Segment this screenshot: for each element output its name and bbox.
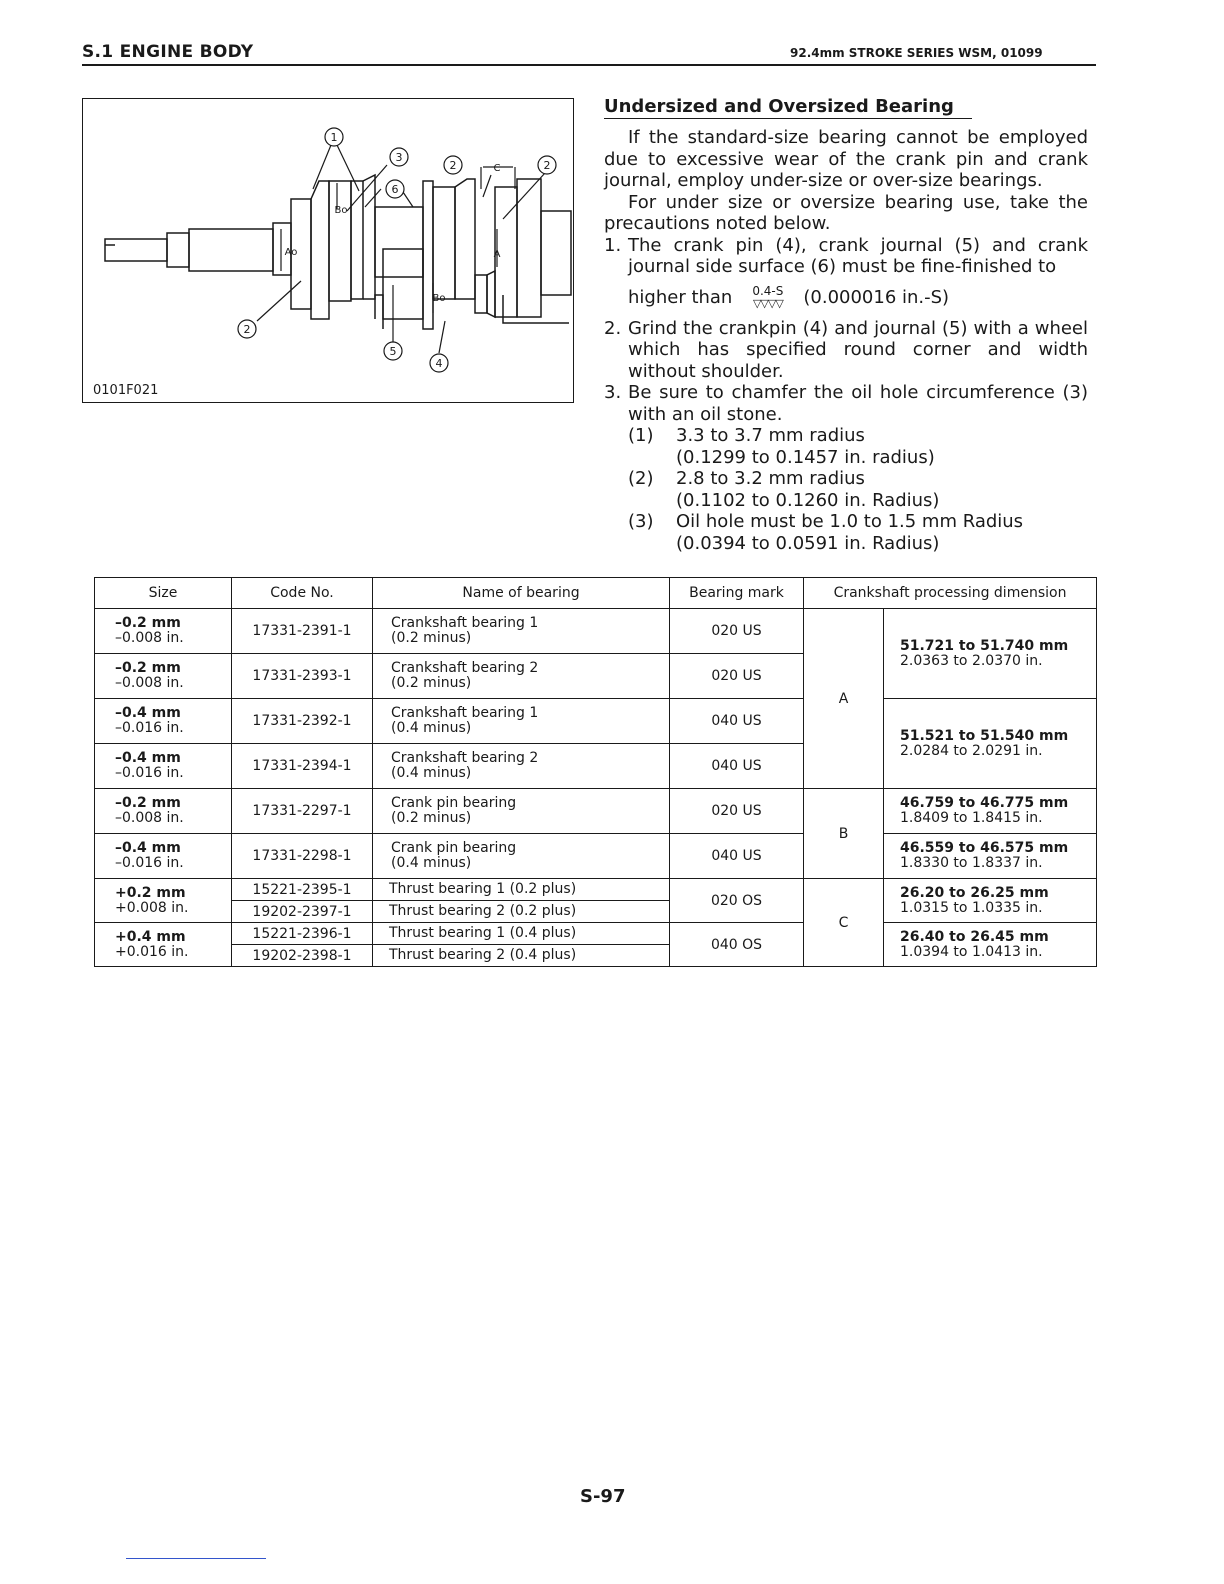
table-header-row: [95, 578, 1097, 609]
sub-item-3: [604, 511, 1088, 554]
list-text-1: The crank pin (4), crank journal (5) and crank journal side surface (6) must be fine-finished to: [628, 234, 1088, 277]
finish-value: 0.4-S: [752, 284, 784, 298]
code-cell: 17331-2298-1: [232, 834, 373, 879]
name-line: Crankshaft bearing 2: [391, 750, 539, 766]
mark-cell: 020 US: [670, 654, 804, 699]
callout-2-left-num: 2: [243, 323, 251, 336]
name-cell: [373, 834, 670, 879]
callout-2-upper-num: 2: [449, 159, 457, 172]
size-mm: –0.4 mm: [115, 750, 181, 766]
table-row: [95, 699, 1097, 744]
dim-mm: 26.40 to 26.45 mm: [900, 928, 1049, 945]
name-cell: Thrust bearing 2 (0.4 plus): [373, 945, 670, 967]
mark-cell: 020 OS: [670, 879, 804, 923]
size-cell: [95, 699, 232, 744]
size-in: +0.008 in.: [115, 899, 189, 916]
name-cell: [373, 744, 670, 789]
group-cell-b: B: [804, 789, 884, 879]
header-rule: [82, 64, 1096, 66]
callout-6-num: 6: [391, 183, 399, 196]
size-cell: [95, 744, 232, 789]
sub-line-1b: (0.1299 to 0.1457 in. radius): [676, 446, 935, 468]
dim-a: A: [493, 249, 501, 260]
group-cell-c: C: [804, 879, 884, 967]
size-mm: +0.2 mm: [115, 884, 186, 901]
dim-in: 1.8409 to 1.8415 in.: [900, 810, 1043, 826]
dim-mm: 46.759 to 46.775 mm: [900, 795, 1069, 811]
precaution-paragraph: For under size or oversize bearing use, take the precautions noted below.: [604, 191, 1088, 234]
dim-in: 1.0394 to 1.0413 in.: [900, 943, 1043, 960]
sub-line-3b: (0.0394 to 0.0591 in. Radius): [676, 532, 940, 554]
size-in: –0.008 in.: [115, 630, 184, 646]
dim-in: 1.0315 to 1.0335 in.: [900, 899, 1043, 916]
dim-cell: [884, 609, 1097, 699]
list-text-3: Be sure to chamfer the oil hole circumference (3) with an oil stone.: [628, 382, 1088, 425]
name-sub: (0.2 minus): [391, 675, 472, 691]
sub-line-2b: (0.1102 to 0.1260 in. Radius): [676, 489, 940, 511]
list-text-2: Grind the crankpin (4) and journal (5) with a wheel which has specified round corner and width without shoulder.: [628, 317, 1088, 382]
dim-cell: [884, 699, 1097, 789]
dim-bo-upper: Bo: [334, 205, 348, 216]
size-in: –0.016 in.: [115, 765, 184, 781]
callout-5-num: 5: [389, 345, 397, 358]
size-mm: –0.2 mm: [115, 615, 181, 631]
list-item-2: [604, 318, 1088, 383]
finish-triangles-icon: ▽▽▽▽: [752, 297, 783, 310]
header-name: Name of bearing: [373, 578, 670, 609]
name-cell: [373, 654, 670, 699]
list-num-1: 1.: [604, 234, 622, 256]
code-cell: 17331-2391-1: [232, 609, 373, 654]
code-cell: 19202-2397-1: [232, 901, 373, 923]
crankshaft-drawing: [83, 99, 575, 404]
dim-cell: [884, 923, 1097, 967]
dim-bo-lower: Bo: [432, 293, 446, 304]
dim-c: C: [493, 163, 501, 174]
header-series: 92.4mm STROKE SERIES WSM, 01099: [790, 46, 1043, 60]
size-mm: –0.4 mm: [115, 840, 181, 856]
table-row: [95, 923, 1097, 945]
callout-4-num: 4: [435, 357, 443, 370]
code-cell: 17331-2393-1: [232, 654, 373, 699]
group-cell-a: A: [804, 609, 884, 789]
dim-ao: Ao: [284, 247, 298, 258]
name-line: Crankshaft bearing 1: [391, 615, 539, 631]
finish-spec: [628, 278, 1088, 318]
name-sub: (0.2 minus): [391, 630, 472, 646]
sub-line-3a: Oil hole must be 1.0 to 1.5 mm Radius: [676, 511, 1024, 532]
list-num-3: 3.: [604, 382, 622, 403]
header-section: S.1 ENGINE BODY: [82, 42, 254, 62]
size-mm: +0.4 mm: [115, 928, 186, 945]
name-cell: [373, 609, 670, 654]
name-sub: (0.4 minus): [391, 765, 472, 781]
code-cell: 19202-2398-1: [232, 945, 373, 967]
dim-cell: [884, 879, 1097, 923]
size-in: –0.008 in.: [115, 675, 184, 691]
name-sub: (0.4 minus): [391, 720, 472, 736]
callout-1-num: 1: [330, 131, 338, 144]
dim-in: 2.0363 to 2.0370 in.: [900, 652, 1043, 669]
name-line: Crankshaft bearing 1: [391, 705, 539, 721]
code-cell: 17331-2392-1: [232, 699, 373, 744]
mark-cell: 020 US: [670, 609, 804, 654]
dim-cell: [884, 834, 1097, 879]
list-item-1: [604, 235, 1088, 318]
sub-line-2a: 2.8 to 3.2 mm radius: [676, 468, 865, 489]
callout-3-num: 3: [395, 151, 403, 164]
name-line: Crankshaft bearing 2: [391, 660, 539, 676]
mark-cell: 040 US: [670, 699, 804, 744]
higher-than: higher than: [628, 286, 733, 308]
code-cell: 15221-2396-1: [232, 923, 373, 945]
footer-rule: [126, 1558, 266, 1559]
size-cell: [95, 879, 232, 923]
header-mark: Bearing mark: [670, 578, 804, 609]
header-size: Size: [95, 578, 232, 609]
mark-cell: 040 US: [670, 834, 804, 879]
code-cell: 15221-2395-1: [232, 879, 373, 901]
dim-mm: 26.20 to 26.25 mm: [900, 884, 1049, 901]
table-row: [95, 879, 1097, 901]
dim-cell: [884, 789, 1097, 834]
sub-item-2: [604, 468, 1088, 511]
sub-num-2: (2): [628, 468, 654, 489]
list-item-3: [604, 382, 1088, 425]
size-mm: –0.4 mm: [115, 705, 181, 721]
name-cell: [373, 699, 670, 744]
size-cell: [95, 789, 232, 834]
text-column: [604, 96, 1088, 554]
name-cell: [373, 789, 670, 834]
dim-mm: 46.559 to 46.575 mm: [900, 840, 1069, 856]
section-title: Undersized and Oversized Bearing: [604, 96, 972, 119]
name-cell: Thrust bearing 1 (0.4 plus): [373, 923, 670, 945]
dim-in: 1.8330 to 1.8337 in.: [900, 855, 1043, 871]
size-in: –0.016 in.: [115, 855, 184, 871]
surface-finish-symbol: [752, 285, 783, 310]
intro-paragraph: If the standard-size bearing cannot be employed due to excessive wear of the crank pin and crank journal, employ under-size or over-size bearings.: [604, 127, 1088, 191]
sub-num-3: (3): [628, 511, 654, 532]
table-row: [95, 834, 1097, 879]
name-sub: (0.4 minus): [391, 855, 472, 871]
mark-cell: 020 US: [670, 789, 804, 834]
table-row: [95, 789, 1097, 834]
size-mm: –0.2 mm: [115, 795, 181, 811]
size-mm: –0.2 mm: [115, 660, 181, 676]
sub-item-1: [604, 425, 1088, 468]
page-number: S-97: [580, 1486, 626, 1507]
name-cell: Thrust bearing 2 (0.2 plus): [373, 901, 670, 923]
size-cell: [95, 654, 232, 699]
size-cell: [95, 923, 232, 967]
mark-cell: 040 US: [670, 744, 804, 789]
code-cell: 17331-2394-1: [232, 744, 373, 789]
list-num-2: 2.: [604, 317, 622, 339]
finish-inch: (0.000016 in.-S): [803, 286, 950, 308]
header-dimension: Crankshaft processing dimension: [804, 578, 1097, 609]
size-cell: [95, 609, 232, 654]
dim-mm: 51.721 to 51.740 mm: [900, 637, 1069, 654]
bearing-table: [94, 577, 1097, 967]
sub-num-1: (1): [628, 425, 654, 446]
crankshaft-figure: [82, 98, 574, 403]
callout-2-right-num: 2: [543, 159, 551, 172]
name-cell: Thrust bearing 1 (0.2 plus): [373, 879, 670, 901]
size-in: +0.016 in.: [115, 943, 189, 960]
sub-line-1a: 3.3 to 3.7 mm radius: [676, 425, 865, 446]
mark-cell: 040 OS: [670, 923, 804, 967]
size-in: –0.008 in.: [115, 810, 184, 826]
dim-in: 2.0284 to 2.0291 in.: [900, 742, 1043, 759]
header-code: Code No.: [232, 578, 373, 609]
name-line: Crank pin bearing: [391, 840, 517, 856]
dim-mm: 51.521 to 51.540 mm: [900, 727, 1069, 744]
table-row: [95, 609, 1097, 654]
name-sub: (0.2 minus): [391, 810, 472, 826]
code-cell: 17331-2297-1: [232, 789, 373, 834]
name-line: Crank pin bearing: [391, 795, 517, 811]
size-cell: [95, 834, 232, 879]
figure-code: 0101F021: [93, 383, 159, 398]
size-in: –0.016 in.: [115, 720, 184, 736]
